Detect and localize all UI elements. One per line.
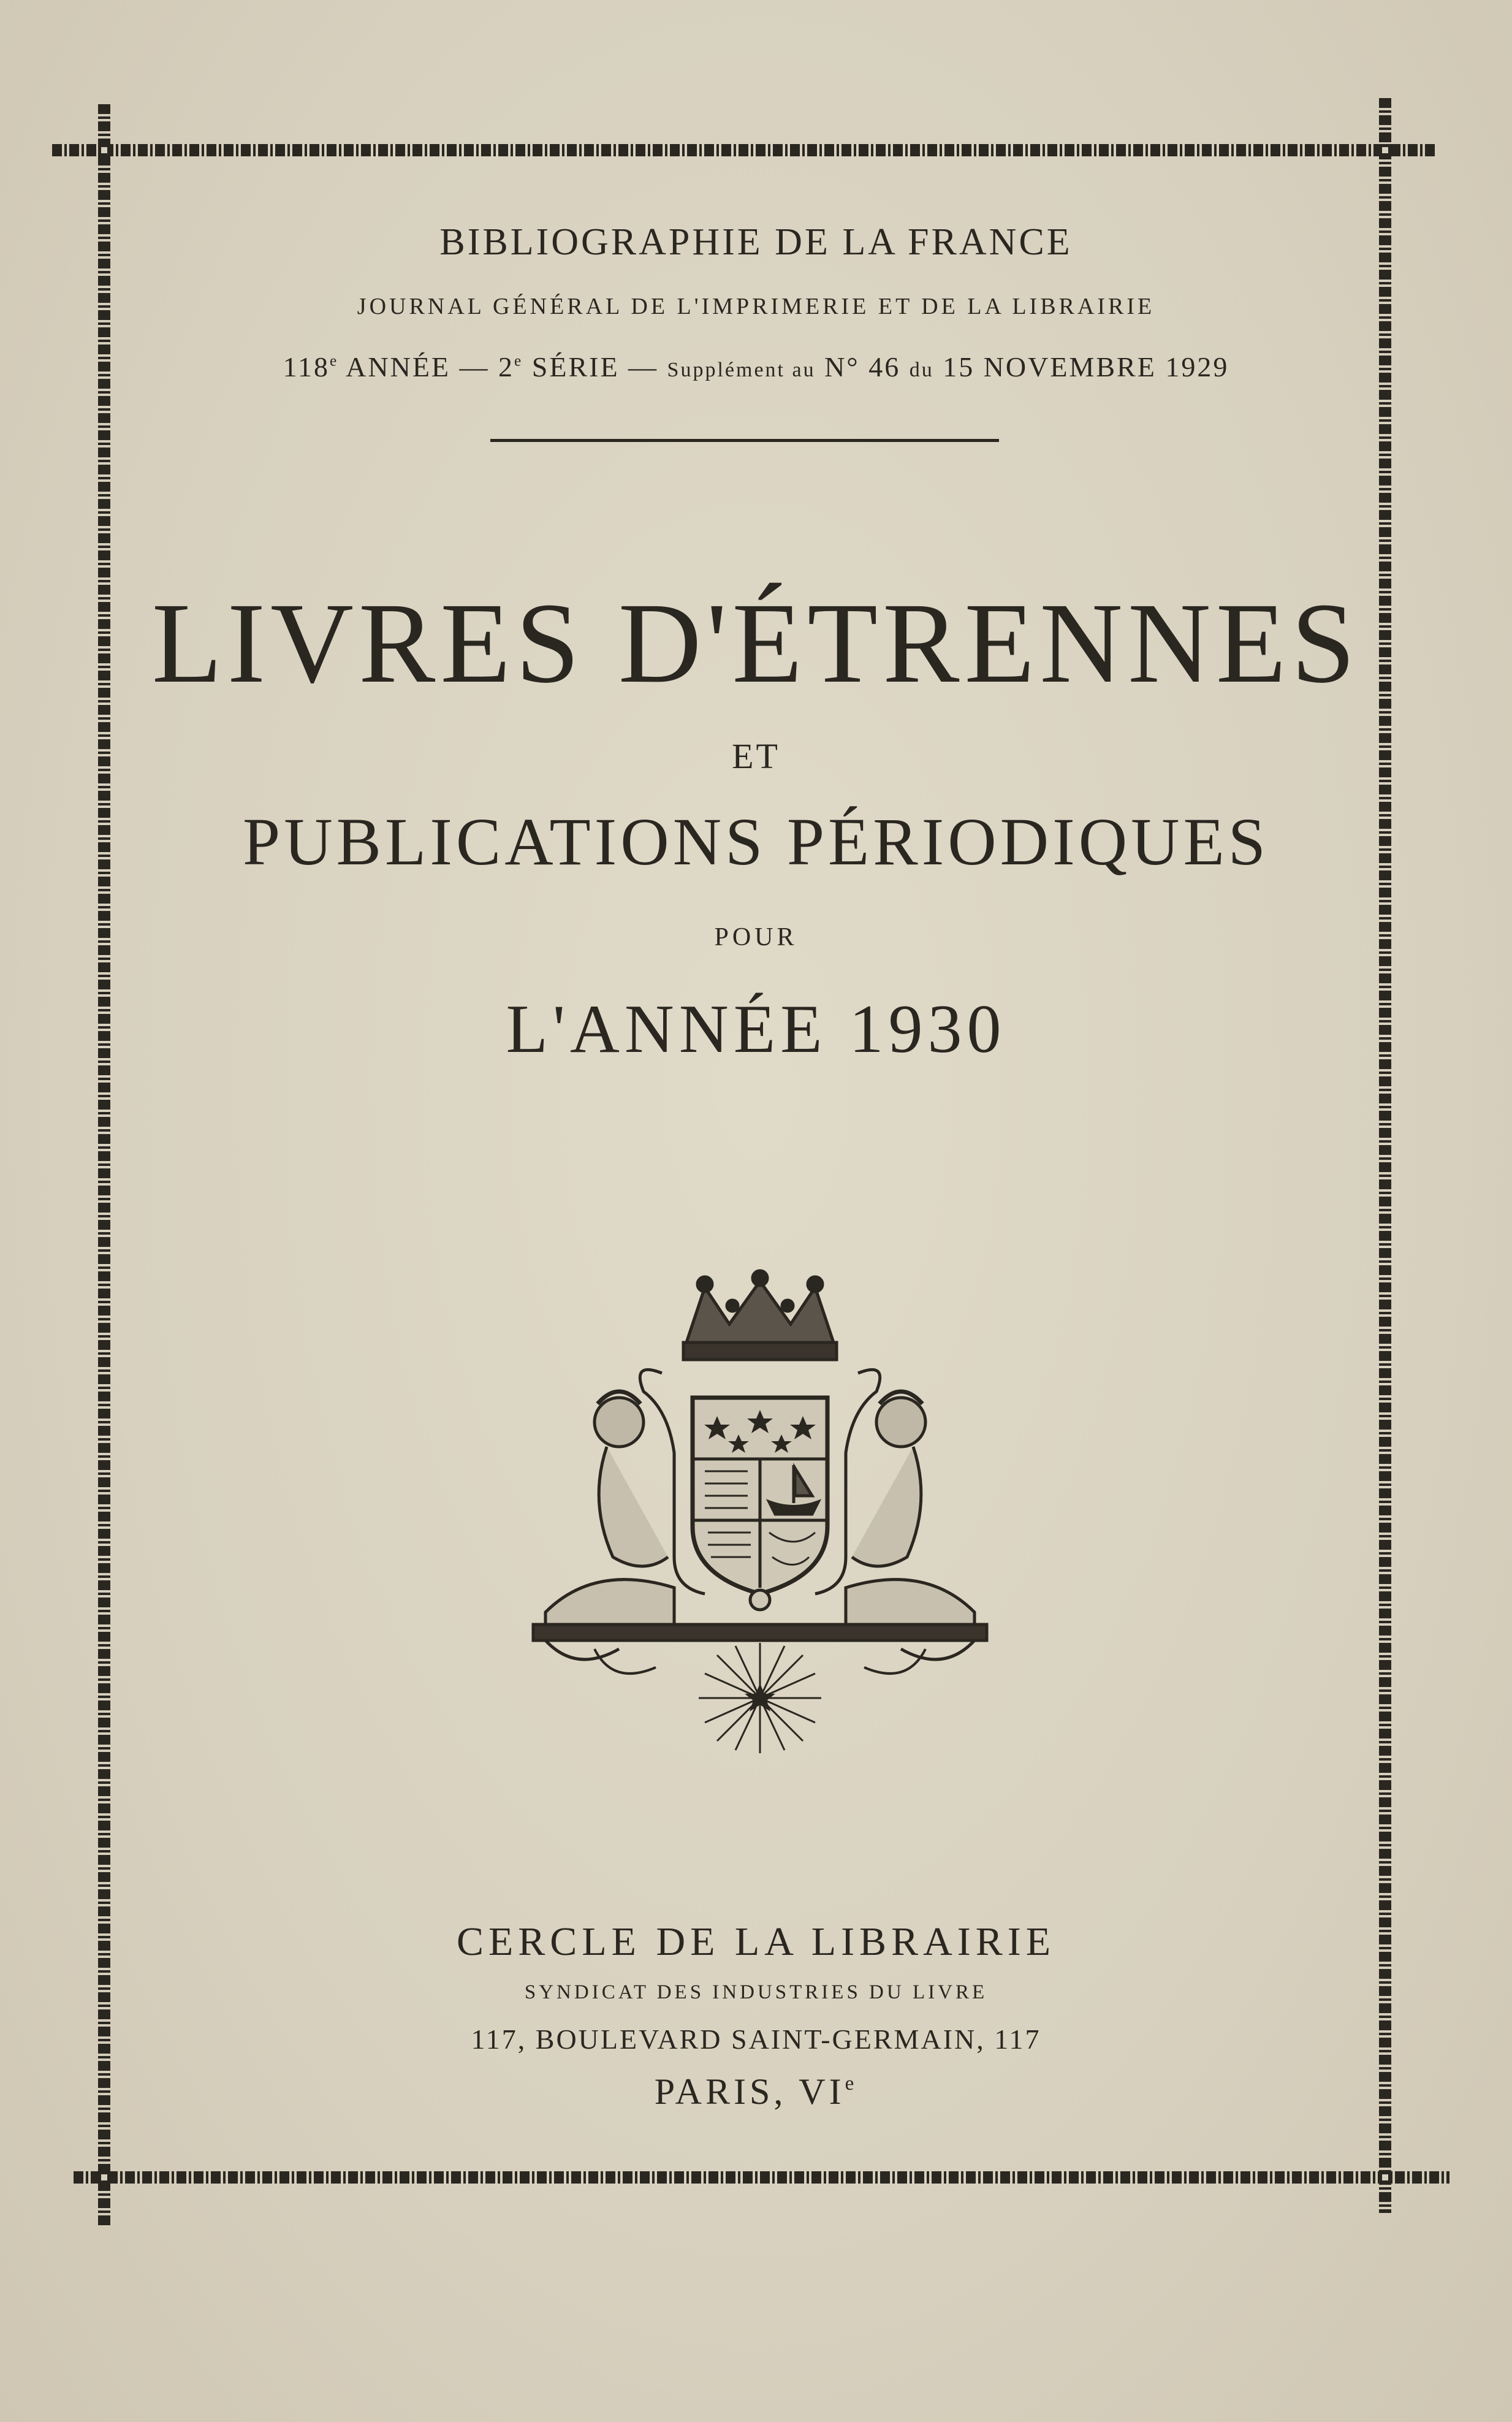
main-title: LIVRES D'ÉTRENNES [151, 579, 1361, 707]
frame-corner-bl [98, 2171, 110, 2184]
city-sup: e [845, 2072, 858, 2095]
main-year: L'ANNÉE 1930 [506, 991, 1006, 1067]
publisher-syndicate: SYNDICAT DES INDUSTRIES DU LIVRE [524, 1981, 988, 2003]
header-rule [490, 439, 999, 442]
issue-line [0, 351, 1512, 383]
issue-serie-sup: e [514, 352, 523, 370]
issue-serie: SÉRIE — [531, 351, 659, 383]
frame-left [98, 104, 110, 2225]
frame-right [1379, 98, 1391, 2213]
city-name: PARIS, VI [654, 2071, 845, 2112]
main-et: ET [732, 736, 780, 776]
main-pour: POUR [714, 923, 798, 951]
journal-subtitle: JOURNAL GÉNÉRAL DE L'IMPRIMERIE ET DE LA LIBRAIRIE [357, 294, 1155, 319]
publisher-name: CERCLE DE LA LIBRAIRIE [456, 1919, 1056, 1964]
issue-supplement: Supplément au [667, 359, 816, 381]
issue-serie-num: 2 [498, 351, 515, 383]
issue-year-num: 118 [283, 351, 330, 383]
journal-title: BIBLIOGRAPHIE DE LA FRANCE [439, 221, 1073, 263]
issue-numero: N° 46 [824, 351, 901, 383]
main-subtitle: PUBLICATIONS PÉRIODIQUES [243, 804, 1269, 879]
frame-corner-tr [1379, 144, 1391, 156]
frame-top [52, 144, 1437, 156]
issue-du: du [909, 359, 934, 381]
publisher-address: 117, BOULEVARD SAINT-GERMAIN, 117 [471, 2024, 1041, 2055]
issue-year-sup: e [329, 352, 339, 370]
publisher-city [0, 2071, 1512, 2113]
coat-of-arms-emblem [521, 1269, 999, 1759]
issue-annee: ANNÉE — [346, 351, 490, 383]
frame-corner-br [1379, 2171, 1391, 2184]
issue-date: 15 NOVEMBRE 1929 [943, 351, 1229, 383]
frame-bottom [74, 2171, 1449, 2184]
frame-corner-tl [98, 144, 110, 156]
